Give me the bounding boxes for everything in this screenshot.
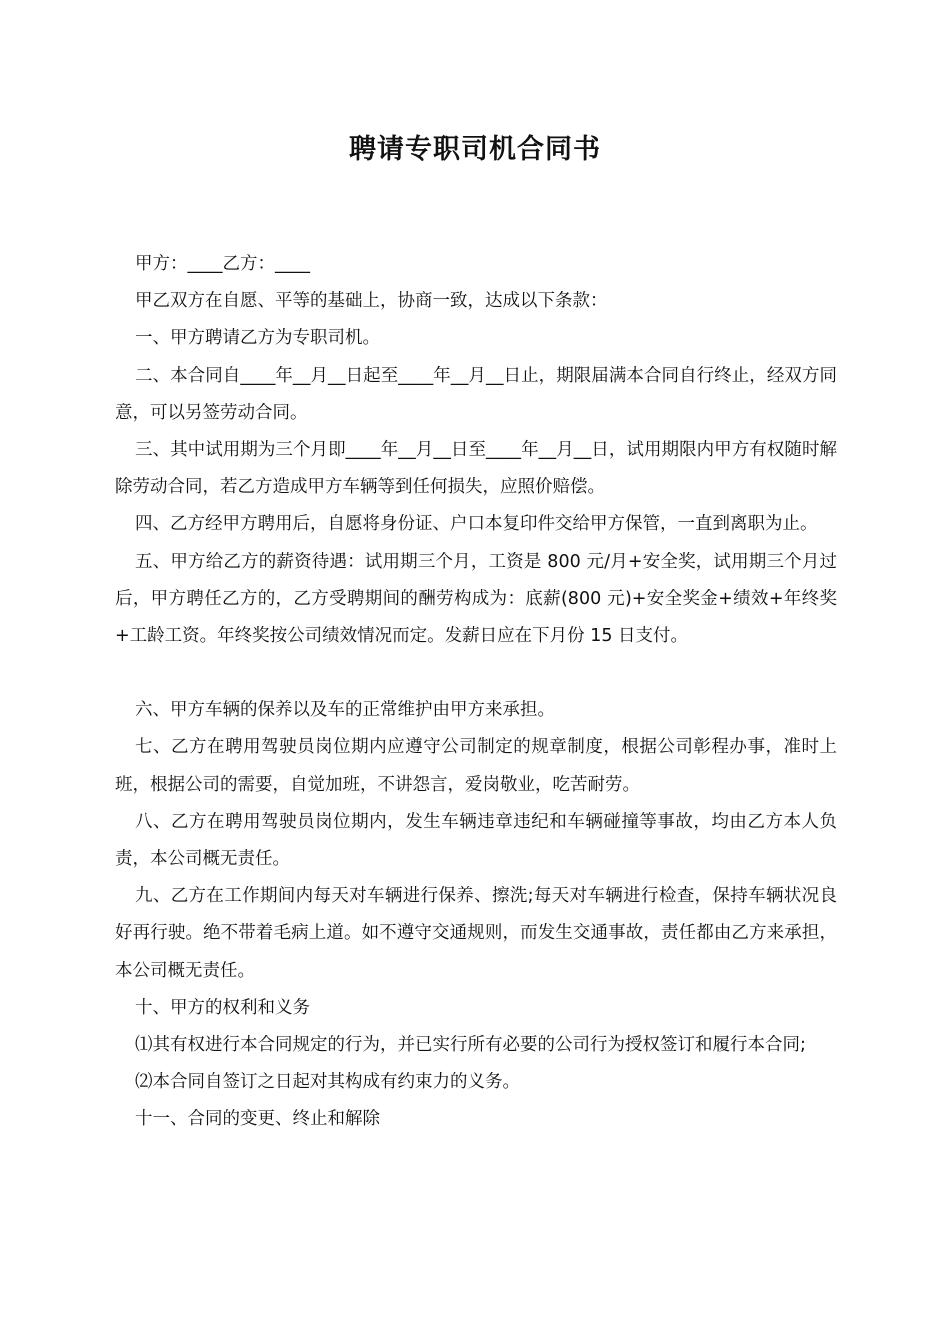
clause-11-heading: 十一、合同的变更、终止和解除 [135,1109,380,1130]
clause-9: 九、乙方在工作期间内每天对车辆进行保养、擦洗;每天对车辆进行检查，保持车辆状况良好再行驶。绝不带着毛病上道。如不遵守交通规则，而发生交通事故，责任都由乙方来承担，本公司概无责任。 [115,886,837,981]
parties-line: 甲方：____乙方：____ [135,254,310,274]
preamble-paragraph: 甲乙双方在自愿、平等的基础上，协商一致，达成以下条款： [135,291,608,312]
clause-10-item-2: ⑵本合同自签订之日起对其构成有约束力的义务。 [135,1072,520,1093]
clause-6: 六、甲方车辆的保养以及车的正常维护由甲方来承担。 [135,700,555,721]
clause-5: 五、甲方给乙方的薪资待遇：试用期三个月，工资是 800 元/月+安全奖，试用期三个月过后，甲方聘任乙方的，乙方受聘期间的酬劳构成为：底薪(800 元)+安全奖金+绩效+年终奖+工龄工资。年终奖按公司绩效情况而定。发薪日应在下月份 15 日支付。 [115,551,837,647]
clause-4: 四、乙方经甲方聘用后，自愿将身份证、户口本复印件交给甲方保管，一直到离职为止。 [135,514,818,535]
clause-10-item-1: ⑴其有权进行本合同规定的行为，并已实行所有必要的公司行为授权签订和履行本合同; [135,1035,806,1056]
clause-7: 七、乙方在聘用驾驶员岗位期内应遵守公司制定的规章制度，根据公司彰程办事，准时上班，根据公司的需要，自觉加班，不讲怨言，爱岗敬业，吃苦耐劳。 [115,737,837,795]
document-title: 聘请专职司机合同书 [349,134,601,165]
document-body [115,246,837,1139]
clause-1: 一、甲方聘请乙方为专职司机。 [135,328,380,349]
clause-2: 二、本合同自____年__月__日起至____年__月__日止，期限届满本合同自行终止，经双方同意，可以另签劳动合同。 [115,365,837,423]
clause-8: 八、乙方在聘用驾驶员岗位期内，发生车辆违章违纪和车辆碰撞等事故，均由乙方本人负责，本公司概无责任。 [115,811,837,870]
clause-3: 三、其中试用期为三个月即____年__月__日至____年__月__日，试用期限内甲方有权随时解除劳动合同，若乙方造成甲方车辆等到任何损失，应照价赔偿。 [115,440,837,498]
clause-10-heading: 十、甲方的权利和义务 [135,997,310,1018]
